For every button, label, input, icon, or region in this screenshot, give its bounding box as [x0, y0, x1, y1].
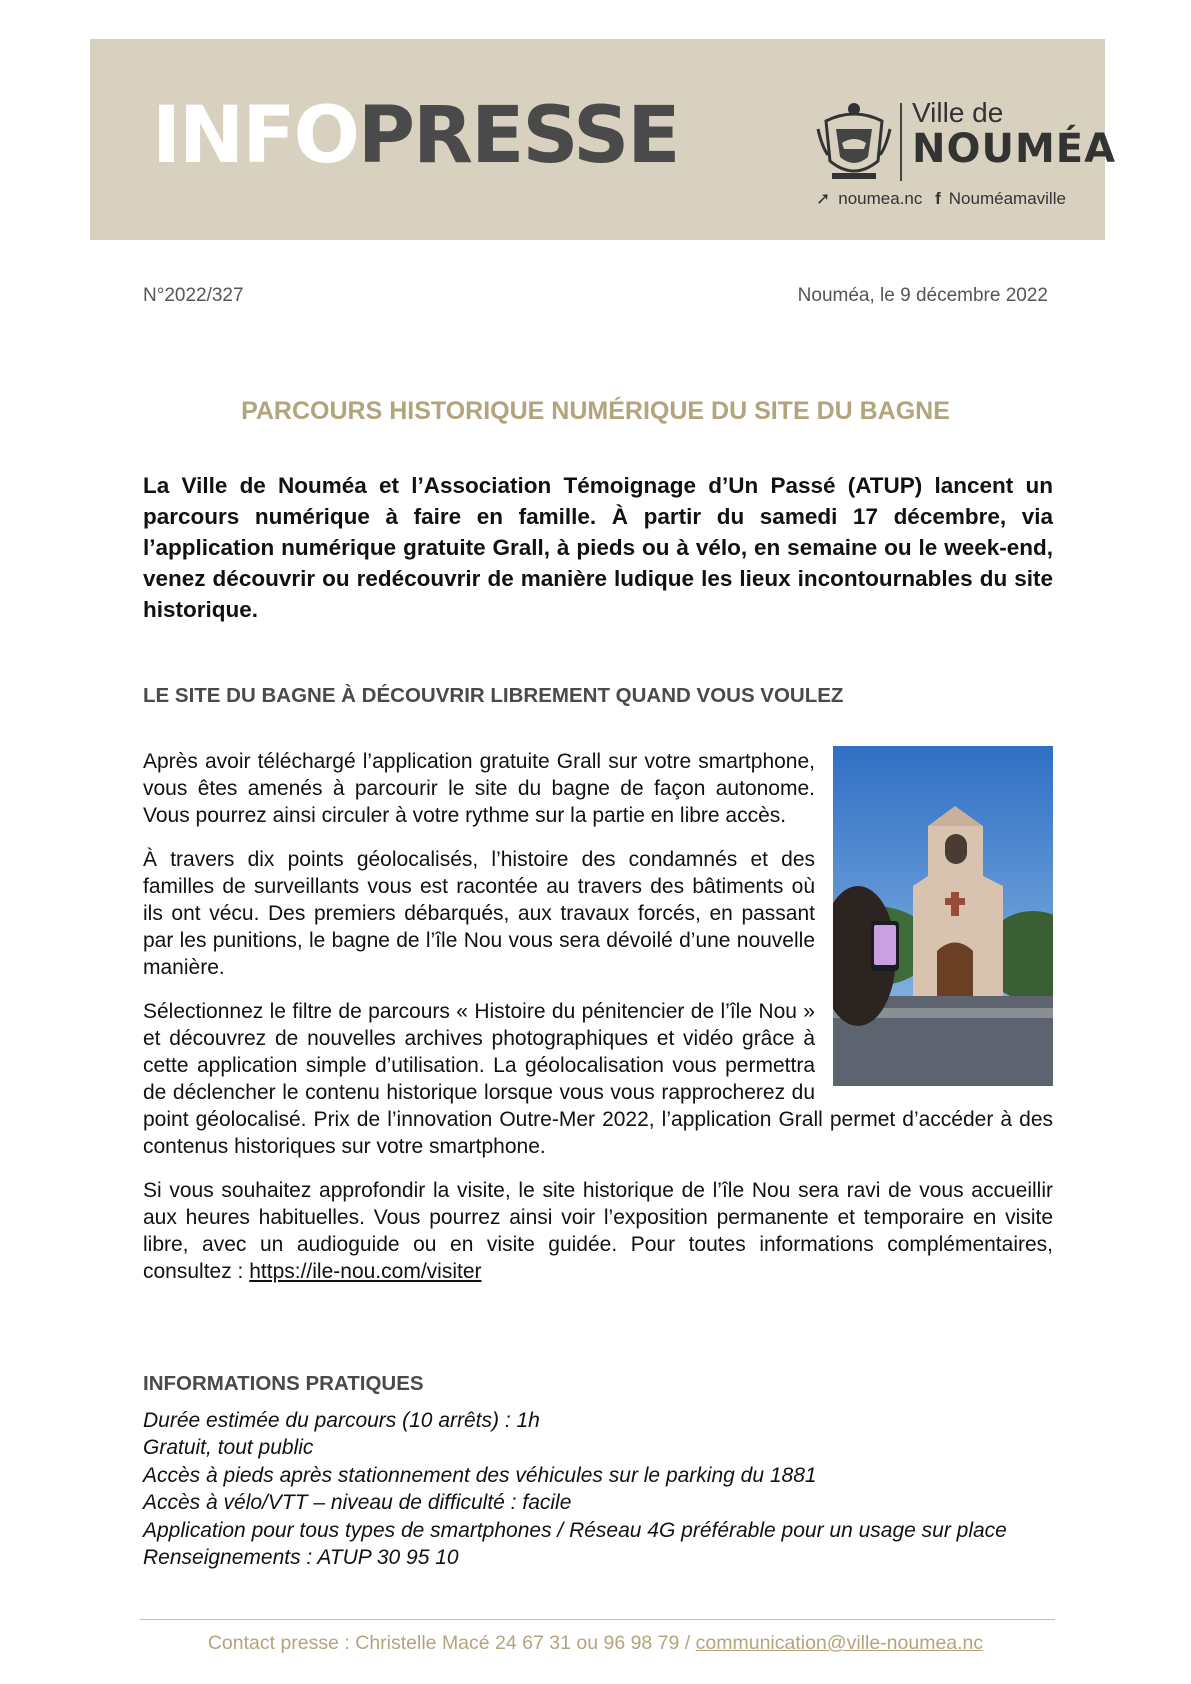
release-date: Nouméa, le 9 décembre 2022	[797, 285, 1048, 306]
footer-contact	[0, 1632, 1191, 1655]
practical-line-smartphone: Application pour tous types de smartphones / Réseau 4G préférable pour un usage sur place	[143, 1518, 1007, 1542]
section-heading-practical: INFORMATIONS PRATIQUES	[143, 1372, 424, 1395]
practical-info-list	[143, 1407, 1007, 1571]
paragraph-4-text: Si vous souhaitez approfondir la visite, le site historique de l’île Nou sera ravi de vous accueillir aux heures habituelles. Vous pourrez ainsi voir l’exposition permanente et temporaire en visite libre, avec un audioguide ou en visite guidée. Pour toutes informations complémentaires, consultez :	[143, 1179, 1053, 1283]
footer-email-link[interactable]: communication@ville-noumea.nc	[695, 1632, 984, 1654]
section-heading-site: LE SITE DU BAGNE À DÉCOUVRIR LIBREMENT QUAND VOUS VOULEZ	[143, 684, 844, 707]
brand-presse: PRESSE	[357, 91, 679, 181]
arrow-icon: ➚	[816, 189, 831, 208]
logo-site: noumea.nc	[838, 189, 923, 208]
header-band	[90, 39, 1117, 240]
logo-social-links	[816, 189, 1074, 209]
visit-link[interactable]: https://ile-nou.com/visiter	[249, 1260, 482, 1283]
paragraph-4	[143, 1177, 1053, 1285]
brand-info: INFO	[152, 91, 358, 181]
city-crest-icon	[816, 99, 892, 183]
logo-divider	[900, 103, 902, 181]
practical-line-parking: Accès à pieds après stationnement des véhicules sur le parking du 1881	[143, 1463, 817, 1487]
release-number: N°2022/327	[143, 285, 244, 306]
intro-paragraph: La Ville de Nouméa et l’Association Témoignage d’Un Passé (ATUP) lancent un parcours numérique à faire en famille. À partir du samedi 17 décembre, via l’application numérique gratuite Grall, à pieds ou à vélo, en semaine ou le week-end, venez découvrir ou redécouvrir de manière ludique les lieux incontournables du site historique.	[143, 473, 1053, 622]
paragraph-2: À travers dix points géolocalisés, l’histoire des condamnés et des familles de surveillants vous est racontée au travers des bâtiments où ils ont vécu. Des premiers débarqués, aux travaux forcés, en passant par les punitions, le bagne de l’île Nou vous sera dévoilé d’une nouvelle manière.	[143, 848, 815, 979]
footer-divider	[140, 1619, 1055, 1620]
footer-contact-text: Contact presse : Christelle Macé 24 67 31 ou 96 98 79 /	[207, 1632, 696, 1654]
practical-line-duration: Durée estimée du parcours (10 arrêts) : 1h	[143, 1409, 540, 1432]
practical-line-contact: Renseignements : ATUP 30 95 10	[143, 1546, 459, 1570]
practical-line-bike: Accès à vélo/VTT – niveau de difficulté : facile	[143, 1491, 572, 1515]
church-photo	[833, 746, 1053, 1086]
page-title: PARCOURS HISTORIQUE NUMÉRIQUE DU SITE DU BAGNE	[241, 397, 950, 425]
paragraph-1: Après avoir téléchargé l’application gratuite Grall sur votre smartphone, vous êtes amenés à parcourir le site du bagne de façon autonome. Vous pourrez ainsi circuler à votre rythme sur la partie en libre accès.	[143, 750, 815, 827]
facebook-icon: f	[935, 189, 941, 208]
paragraph-3: Sélectionnez le filtre de parcours « Histoire du pénitencier de l’île Nou » et découvrez de nouvelles archives photographiques et vidéo grâce à cette application simple d’utilisation. La géolocalisation vous permettra de déclencher le contenu historique lorsque vous vous rapprocherez du point géolocalisé. Prix de l’innovation Outre-Mer 2022, l’application Grall permet d’accéder à des contenus historiques sur votre smartphone.	[143, 1000, 1053, 1158]
section-body	[143, 748, 1053, 1302]
ville-de-noumea-logo	[816, 97, 1117, 209]
practical-line-price: Gratuit, tout public	[143, 1436, 314, 1460]
logo-social: Nouméamaville	[948, 189, 1066, 208]
logo-noumea: NOUMÉA	[912, 126, 1117, 172]
infopresse-wordmark	[152, 91, 679, 181]
logo-ville-de: Ville de	[912, 97, 1004, 128]
